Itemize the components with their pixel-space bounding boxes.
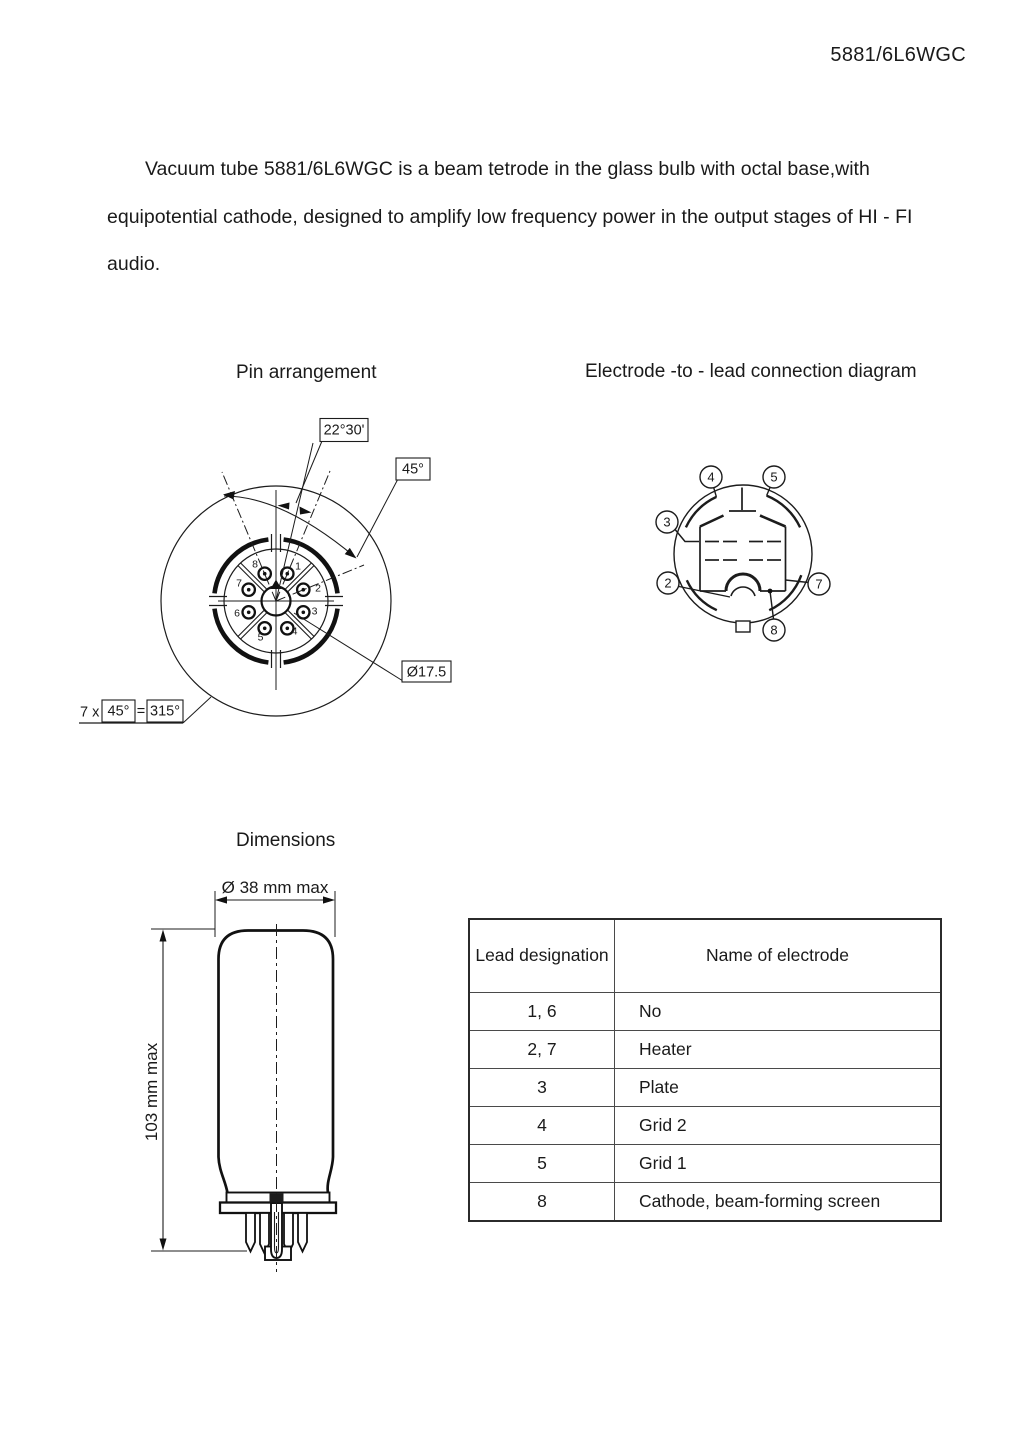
pin-label-1: 1 bbox=[295, 560, 301, 573]
dimensions-heading: Dimensions bbox=[236, 830, 336, 851]
intro-line: equipotential cathode, designed to amplify low frequency power in the output stages of HI - FI bbox=[107, 205, 913, 228]
angle-22-30-label: 22°30' bbox=[323, 422, 365, 439]
formula-prefix-label: 7 x bbox=[80, 704, 100, 721]
lead-table-header-electrode: Name of electrode bbox=[614, 920, 940, 992]
pin-label-3: 3 bbox=[311, 605, 318, 618]
table-cell-electrode: Heater bbox=[614, 1030, 940, 1068]
pin-arrangement-drawing bbox=[79, 419, 451, 724]
envelope-circle bbox=[674, 485, 812, 623]
cathode-arc bbox=[726, 574, 760, 591]
table-cell-electrode: Grid 1 bbox=[614, 1144, 940, 1182]
heater-arc bbox=[731, 587, 755, 596]
lead-label-2: 2 bbox=[664, 575, 672, 591]
inner-lead-arcs bbox=[686, 496, 801, 611]
tube-dimensions-drawing bbox=[142, 878, 336, 1272]
page-title: 5881/6L6WGC bbox=[830, 44, 966, 66]
lead-table bbox=[468, 918, 942, 1222]
table-cell-electrode: Cathode, beam-forming screen bbox=[614, 1182, 940, 1220]
table-cell-lead: 3 bbox=[470, 1068, 614, 1106]
pin-label-7: 7 bbox=[236, 577, 242, 590]
pin-label-4: 4 bbox=[291, 625, 298, 638]
lead-label-8: 8 bbox=[770, 622, 778, 638]
height-dimension-label: 103 mm max bbox=[142, 1042, 161, 1142]
table-cell-lead: 4 bbox=[470, 1106, 614, 1144]
table-cell-lead: 2, 7 bbox=[470, 1030, 614, 1068]
cathode-junction-dot bbox=[768, 589, 773, 594]
table-cell-lead: 5 bbox=[470, 1144, 614, 1182]
table-cell-electrode: Grid 2 bbox=[614, 1106, 940, 1144]
angle-45-label: 45° bbox=[402, 461, 424, 478]
pin-label-8: 8 bbox=[252, 558, 258, 571]
base-key-tab bbox=[736, 621, 750, 632]
lead-table-header-lead: Lead designation bbox=[475, 945, 609, 966]
pin-label-2: 2 bbox=[315, 582, 321, 595]
formula-total-label: 315° bbox=[150, 703, 180, 720]
diameter-dimension-label: Ø 38 mm max bbox=[221, 878, 329, 897]
electrode-symbols bbox=[673, 484, 809, 620]
pin-arrangement-heading: Pin arrangement bbox=[236, 362, 377, 383]
lead-number-circles bbox=[656, 466, 830, 641]
intro-line: Vacuum tube 5881/6L6WGC is a beam tetrode in the glass bulb with octal base,with bbox=[145, 158, 870, 180]
bulb-outline bbox=[219, 931, 334, 1194]
formula-angle-label: 45° bbox=[107, 703, 130, 720]
table-cell-electrode: Plate bbox=[614, 1068, 940, 1106]
intro-line: audio. bbox=[107, 253, 161, 275]
lead-label-4: 4 bbox=[707, 469, 715, 485]
pin-label-5: 5 bbox=[257, 631, 264, 644]
half-angle-reference-line bbox=[276, 443, 313, 601]
lead-label-7: 7 bbox=[815, 576, 823, 592]
electrode-connection-drawing bbox=[656, 466, 830, 641]
table-cell-electrode: No bbox=[614, 992, 940, 1030]
electrode-diagram-heading: Electrode -to - lead connection diagram bbox=[585, 361, 917, 382]
pin-label-6: 6 bbox=[234, 607, 240, 620]
formula-equals-label: = bbox=[136, 703, 146, 720]
grid-dashes bbox=[705, 542, 781, 561]
table-cell-lead: 8 bbox=[470, 1182, 614, 1220]
table-cell-lead: 1, 6 bbox=[470, 992, 614, 1030]
lead-label-3: 3 bbox=[663, 514, 671, 530]
lead-label-5: 5 bbox=[770, 469, 778, 485]
pin-circle-diameter-label: Ø17.5 bbox=[406, 664, 447, 681]
